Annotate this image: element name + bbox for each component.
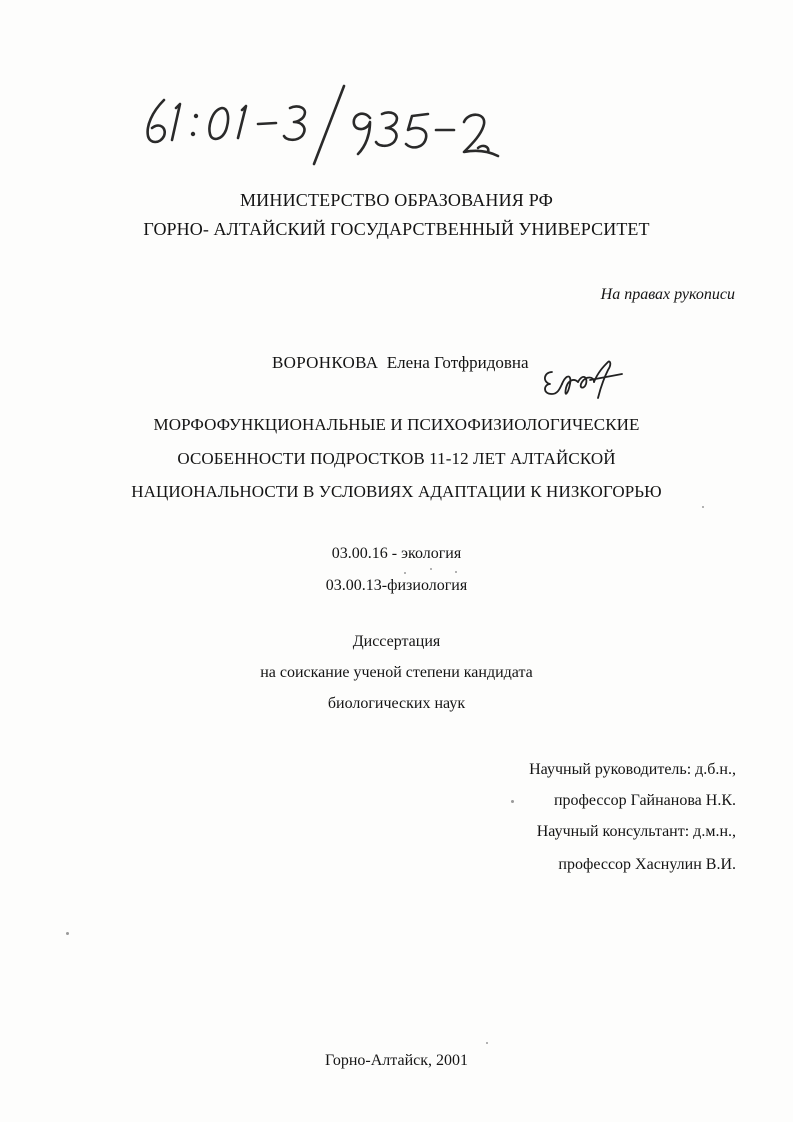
- author-surname: ВОРОНКОВА: [272, 353, 379, 372]
- degree-line: на соискание ученой степени кандидата: [260, 664, 533, 681]
- scan-speck: [486, 1042, 488, 1044]
- ministry-heading: МИНИСТЕРСТВО ОБРАЗОВАНИЯ РФ: [239, 190, 554, 210]
- scientific-consultant-name: профессор Хаснулин В.И.: [558, 856, 736, 873]
- scan-speck: [455, 571, 457, 573]
- scan-speck: [511, 800, 514, 803]
- scan-speck: [66, 932, 69, 935]
- scan-speck: [404, 572, 406, 574]
- scientific-supervisor-label: Научный руководитель: д.б.н.,: [529, 761, 736, 778]
- degree-field-line: биологических наук: [327, 695, 466, 712]
- dissertation-title-line: НАЦИОНАЛЬНОСТИ В УСЛОВИЯХ АДАПТАЦИИ К НИЗКОГОРЬЮ: [131, 482, 662, 501]
- manuscript-rights-note: На правах рукописи: [600, 286, 735, 303]
- city-year: Горно-Алтайск, 2001: [325, 1052, 468, 1069]
- scan-speck: [702, 506, 704, 508]
- scientific-supervisor-name: профессор Гайнанова Н.К.: [553, 792, 736, 809]
- dissertation-label: Диссертация: [352, 633, 441, 650]
- dissertation-title-line: МОРФОФУНКЦИОНАЛЬНЫЕ И ПСИХОФИЗИОЛОГИЧЕСКИЕ: [153, 415, 640, 434]
- author-given-names: Елена Готфридовна: [386, 353, 529, 372]
- dissertation-title-line: ОСОБЕННОСТИ ПОДРОСТКОВ 11-12 ЛЕТ АЛТАЙСКОЙ: [177, 449, 616, 468]
- specialty-code-physiology: 03.00.13-физиология: [325, 577, 468, 594]
- handwritten-archive-code: [138, 78, 538, 170]
- university-heading: ГОРНО- АЛТАЙСКИЙ ГОСУДАРСТВЕННЫЙ УНИВЕРСИТЕТ: [143, 219, 650, 239]
- scan-speck: [430, 568, 432, 570]
- author-name: [272, 353, 529, 373]
- scientific-consultant-label: Научный консультант: д.м.н.,: [536, 823, 736, 840]
- specialty-code-ecology: 03.00.16 - экология: [331, 545, 462, 562]
- author-signature: [538, 354, 626, 400]
